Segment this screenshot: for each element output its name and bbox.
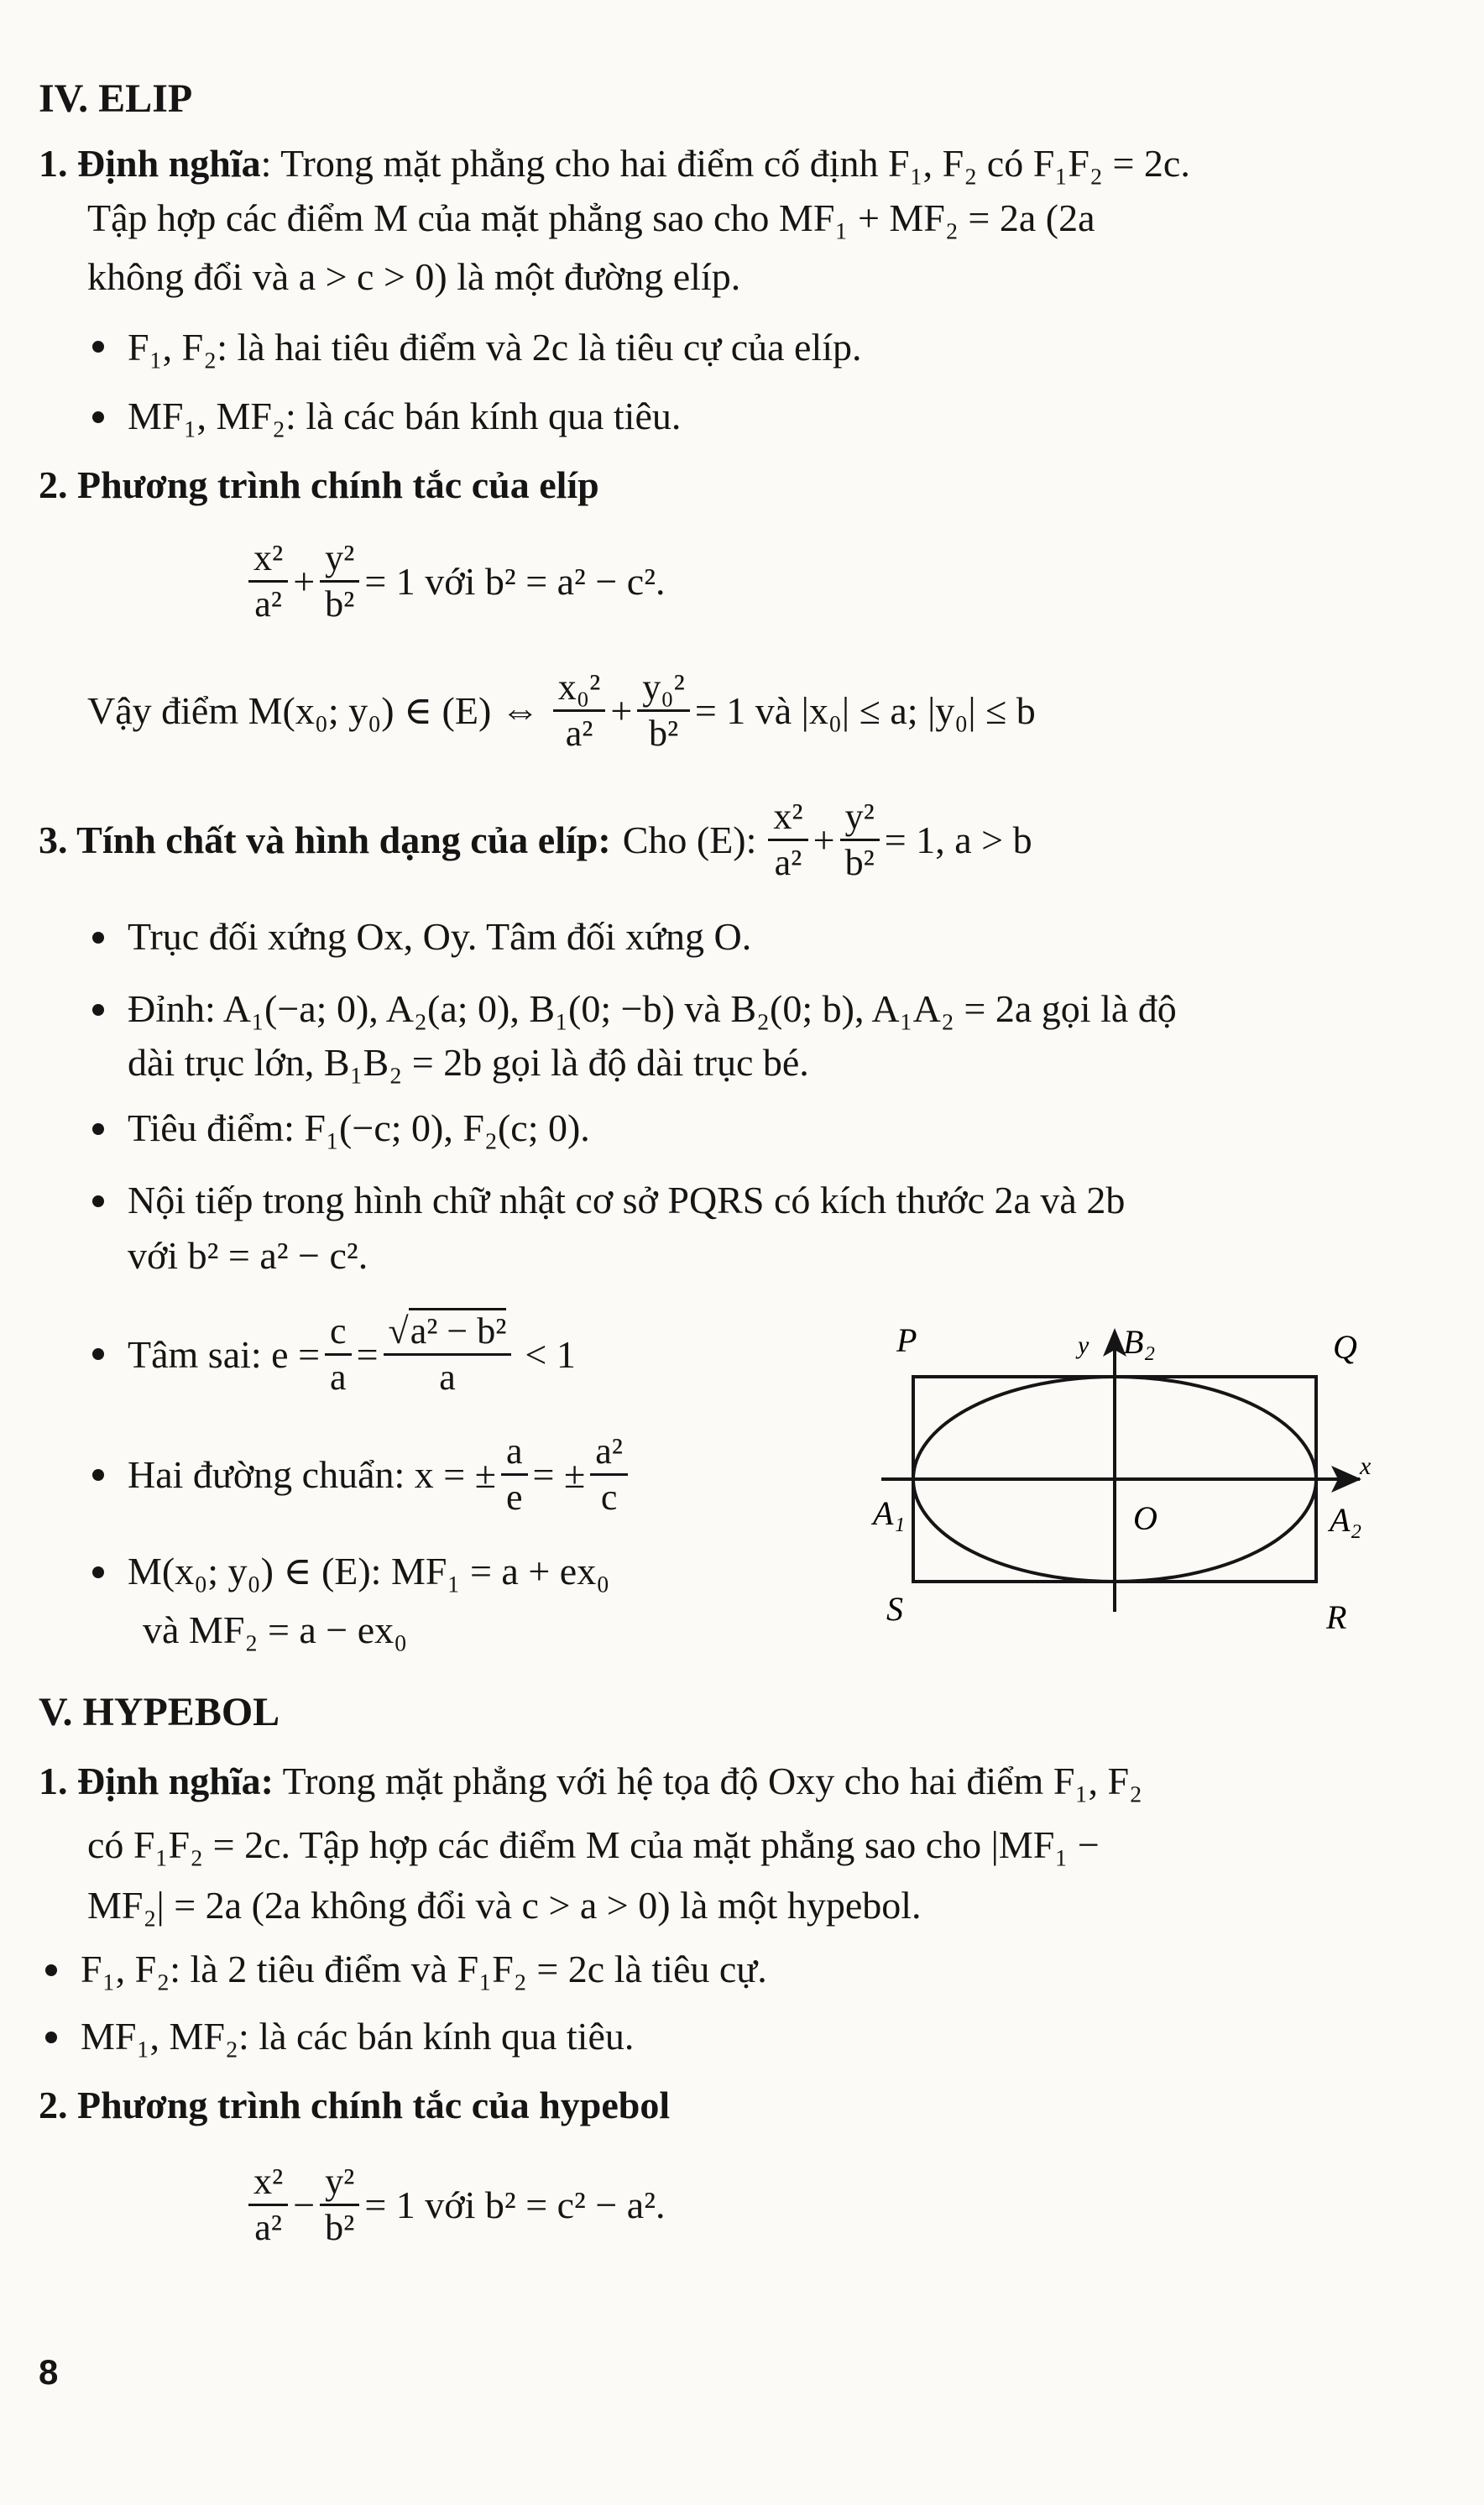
hypebol-definition-line-1: 1. Định nghĩa: Trong mặt phẳng với hệ tọa độ Oxy cho hai điểm F₁, F₂: [39, 1760, 1143, 1802]
hypebol-bullet-radii: MF₁, MF₂: là các bán kính qua tiêu.: [81, 2015, 635, 2058]
elip-properties-title: 3. Tính chất và hình dạng của elíp: Cho (E): $\frac{\text{x²}}{\text{a²}}$ + $\frac{\text{y²}}{\text{b²}}$ = 1, a > b: [39, 795, 1032, 883]
bullet-icon: [92, 932, 104, 944]
elip-equation-title: 2. Phương trình chính tắc của elíp: [39, 463, 599, 506]
bullet-icon: [92, 411, 104, 423]
label-S: S: [886, 1590, 903, 1628]
label-R: R: [1326, 1598, 1347, 1636]
elip-bullet-radii: MF₁, MF₂: là các bán kính qua tiêu.: [128, 395, 682, 437]
bullet-icon: [45, 2032, 57, 2043]
label-x: x: [1360, 1452, 1372, 1480]
elip-prop-focal-radius-1: M(x₀; y₀) ∈ (E): MF₁ = a + ex₀: [128, 1550, 610, 1592]
bullet-icon: [45, 1964, 57, 1976]
elip-prop-vertices-2: dài trục lớn, B₁B₂ = 2b gọi là độ dài trục bé.: [128, 1041, 809, 1084]
elip-prop-foci: Tiêu điểm: F₁(−c; 0), F₂(c; 0).: [128, 1106, 590, 1149]
hypebol-definition-line-3: MF₂| = 2a (2a không đổi và c > a > 0) là một hypebol.: [87, 1884, 922, 1927]
label-y: y: [1078, 1331, 1089, 1359]
bullet-icon: [92, 1004, 104, 1016]
label-O: O: [1133, 1499, 1157, 1537]
sqrt-icon: √: [388, 1310, 409, 1352]
elip-canonical-equation: $\frac{\text{x²}}{\text{a²}}$ + $\frac{\text{y²}}{\text{b²}}$ = 1 với b² = a² − c².: [243, 522, 666, 640]
elip-prop-eccentricity: Tâm sai: e = $\frac{c}{a}$ = $\frac{\text{√a² − b²}}{a}$ < 1: [128, 1295, 576, 1413]
label-Q: Q: [1333, 1328, 1357, 1366]
bullet-icon: [92, 1195, 104, 1207]
elip-prop-rectangle-1: Nội tiếp trong hình chữ nhật cơ sở PQRS có kích thước 2a và 2b: [128, 1179, 1126, 1221]
hypebol-bullet-foci: F₁, F₂: là 2 tiêu điểm và F₁F₂ = 2c là tiêu cự.: [81, 1948, 767, 1990]
hypebol-definition-line-2: có F₁F₂ = 2c. Tập hợp các điểm M của mặt phẳng sao cho |MF₁ −: [87, 1823, 1100, 1866]
elip-prop-vertices-1: Đỉnh: A₁(−a; 0), A₂(a; 0), B₁(0; −b) và B₂(0; b), A₁A₂ = 2a gọi là độ: [128, 987, 1177, 1030]
hypebol-canonical-equation: $\frac{\text{x²}}{\text{a²}}$ − $\frac{\text{y²}}{\text{b²}}$ = 1 với b² = c² − a².: [243, 2146, 666, 2263]
bullet-icon: [92, 1566, 104, 1578]
label-B2: B₂: [1123, 1323, 1156, 1361]
hypebol-equation-title: 2. Phương trình chính tắc của hypebol: [39, 2084, 671, 2126]
elip-definition-line-3: không đổi và a > c > 0) là một đường elíp.: [87, 255, 741, 298]
label-A2: A₂: [1330, 1501, 1362, 1539]
elip-definition-line-2: Tập hợp các điểm M của mặt phẳng sao cho MF₁ + MF₂ = 2a (2a: [87, 196, 1095, 239]
page-number: 8: [39, 2352, 59, 2392]
section-title-elip: IV. ELIP: [39, 76, 193, 121]
ellipse-diagram: [856, 1310, 1393, 1645]
bullet-icon: [92, 341, 104, 353]
bullet-icon: [92, 1123, 104, 1135]
bullet-icon: [92, 1348, 104, 1360]
elip-prop-symmetry: Trục đối xứng Ox, Oy. Tâm đối xứng O.: [128, 915, 752, 958]
elip-prop-rectangle-2: với b² = a² − c².: [128, 1234, 368, 1277]
elip-prop-directrix: Hai đường chuẩn: x = ± $\frac{a}{e}$ = ± $\frac{\text{a²}}{c}$: [128, 1415, 633, 1533]
section-title-hypebol: V. HYPEBOL: [39, 1690, 280, 1734]
elip-definition-line-1: 1. Định nghĩa: Trong mặt phẳng cho hai điểm cố định F₁, F₂ có F₁F₂ = 2c.: [39, 142, 1190, 185]
elip-bullet-foci: F₁, F₂: là hai tiêu điểm và 2c là tiêu cự của elíp.: [128, 326, 862, 369]
label-P: P: [896, 1321, 917, 1359]
label-A1: A₁: [873, 1494, 906, 1532]
bullet-icon: [92, 1469, 104, 1481]
elip-point-condition: Vậy điểm M(x₀; y₀) ∈ (E) ⇔ $\frac{\text{x₀²}}{\text{a²}}$ + $\frac{\text{y₀²}}{\text{b²}}$ = 1 và |x₀| ≤ a; |y₀| ≤ b: [87, 666, 1036, 754]
elip-prop-focal-radius-2: và MF₂ = a − ex₀: [143, 1608, 408, 1651]
